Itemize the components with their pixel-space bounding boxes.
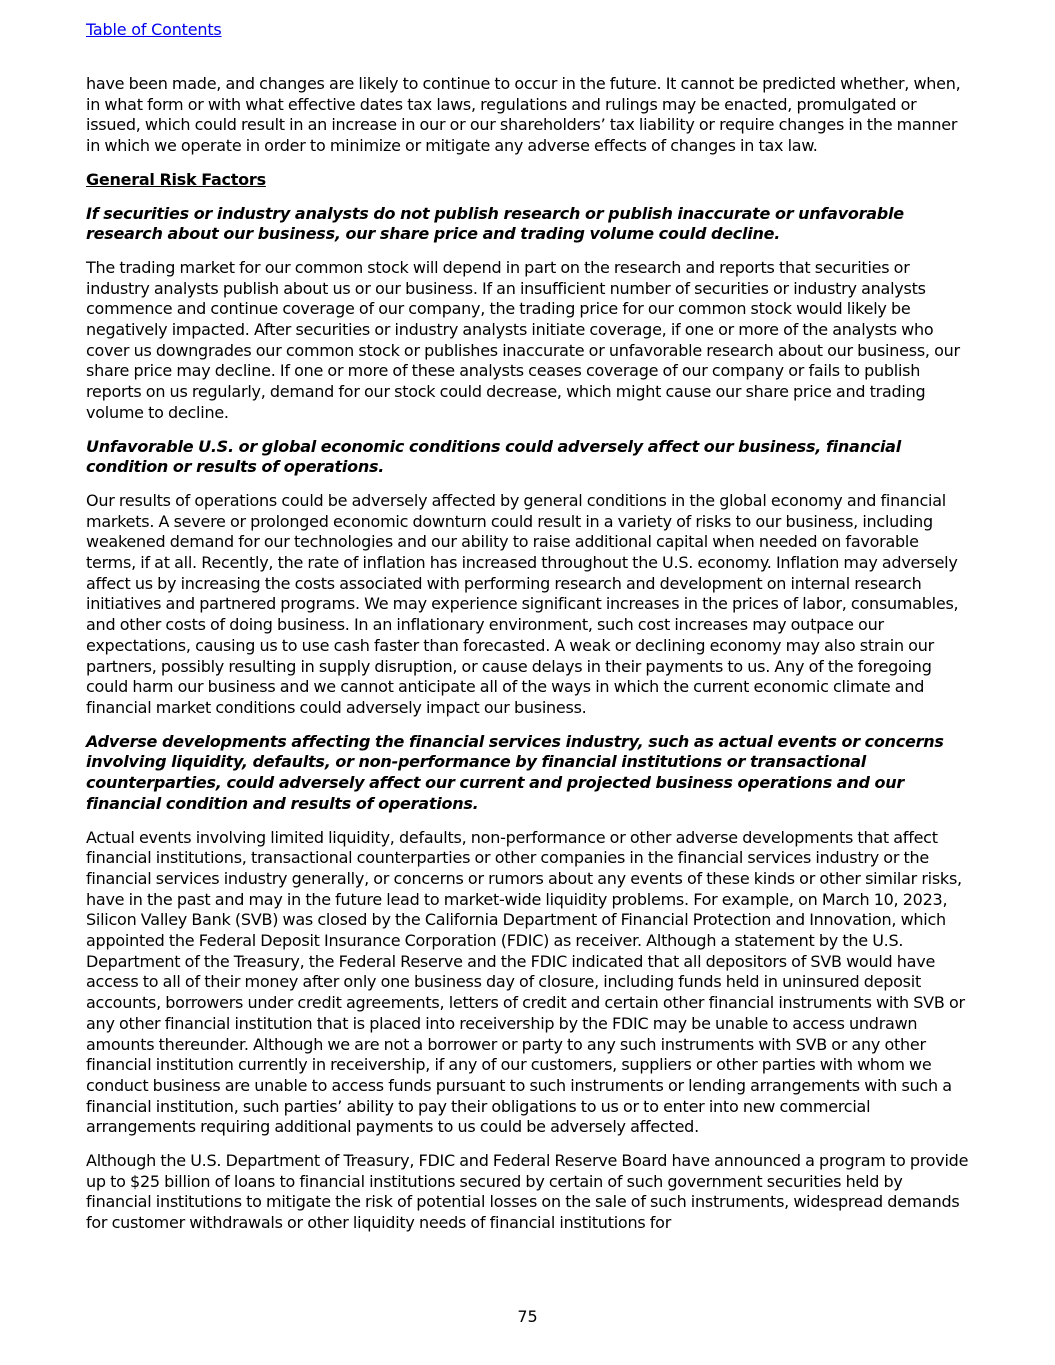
paragraph-treasury-program: Although the U.S. Department of Treasury, FDIC and Federal Reserve Board have announced a program to provide up to $25 billion of loans to financial institutions secured by certain of such government securities held by financial institutions to mitigate the risk of potential losses on the sale of such instruments, widespread demands for customer withdrawals or other liquidity needs of financial institutions for (86, 1151, 969, 1233)
paragraph-analysts: The trading market for our common stock will depend in part on the research and reports that securities or industry analysts publish about us or our business. If an insufficient number of securities or industry analysts commence and continue coverage of our company, the trading price for our common stock would likely be negatively impacted. After securities or industry analysts initiate coverage, if one or more of the analysts who cover us downgrades our common stock or publishes inaccurate or unfavorable research about our business, our share price may decline. If one or more of these analysts ceases coverage of our company or fails to publish reports on us regularly, demand for our stock could decrease, which might cause our share price and trading volume to decline. (86, 257, 960, 422)
paragraph-continued: have been made, and changes are likely to continue to occur in the future. It cannot be predicted whether, when, in what form or with what effective dates tax laws, regulations and rulings may be enacted, promulgated or issued, which could result in an increase in our or our shareholders’ tax liability or require changes in the manner in which we operate in order to minimize or mitigate any adverse effects of changes in tax law. (86, 74, 961, 156)
risk-heading-financial-services: Adverse developments affecting the financial services industry, such as actual events or concerns involving liquidity, defaults, or non-performance by financial institutions or transactional counterparties, could adversely affect our current and projected business operations and our financial condition and results of operations. (86, 731, 944, 813)
page-content (86, 74, 970, 1247)
risk-heading-economic-conditions: Unfavorable U.S. or global economic conditions could adversely affect our business, financial condition or results of operations. (86, 436, 901, 477)
paragraph-financial-services: Actual events involving limited liquidity, defaults, non-performance or other adverse developments that affect financial institutions, transactional counterparties or other companies in the financial services industry or the financial services industry generally, or concerns or rumors about any events of these kinds or other similar risks, have in the past and may in the future lead to market-wide liquidity problems. For example, on March 10, 2023, Silicon Valley Bank (SVB) was closed by the California Department of Financial Protection and Innovation, which appointed the Federal Deposit Insurance Corporation (FDIC) as receiver. Although a statement by the U.S. Department of the Treasury, the Federal Reserve and the FDIC indicated that all depositors of SVB would have access to all of their money after only one business day of closure, including funds held in uninsured deposit accounts, borrowers under credit agreements, letters of credit and certain other financial instruments with SVB or any other financial institution that is placed into receivership by the FDIC may be unable to access undrawn amounts thereunder. Although we are not a borrower or party to any such instruments with SVB or any other financial institution currently in receivership, if any of our customers, suppliers or other parties with whom we conduct business are unable to access funds pursuant to such instruments or lending arrangements with such a financial institution, such parties’ ability to pay their obligations to us or to enter into new commercial arrangements requiring additional payments to us could be adversely affected. (86, 827, 965, 1137)
section-heading: General Risk Factors (86, 169, 266, 189)
risk-heading-analysts: If securities or industry analysts do not publish research or publish inaccurate or unfavorable research about our business, our share price and trading volume could decline. (86, 203, 904, 244)
paragraph-economic-conditions: Our results of operations could be adversely affected by general conditions in the global economy and financial markets. A severe or prolonged economic downturn could result in a variety of risks to our business, including weakened demand for our technologies and our ability to raise additional capital when needed on favorable terms, if at all. Recently, the rate of inflation has increased throughout the U.S. economy. Inflation may adversely affect us by increasing the costs associated with performing research and development on internal research initiatives and partnered programs. We may experience significant increases in the prices of labor, consumables, and other costs of doing business. In an inflationary environment, such cost increases may outpace our expectations, causing us to use cash faster than forecasted. A weak or declining economy may also strain our partners, possibly resulting in supply disruption, or cause delays in their payments to us. Any of the foregoing could harm our business and we cannot anticipate all of the ways in which the current economic climate and financial market conditions could adversely impact our business. (86, 490, 959, 717)
table-of-contents-link[interactable]: Table of Contents (86, 20, 222, 39)
page-number: 75 (517, 1307, 538, 1326)
